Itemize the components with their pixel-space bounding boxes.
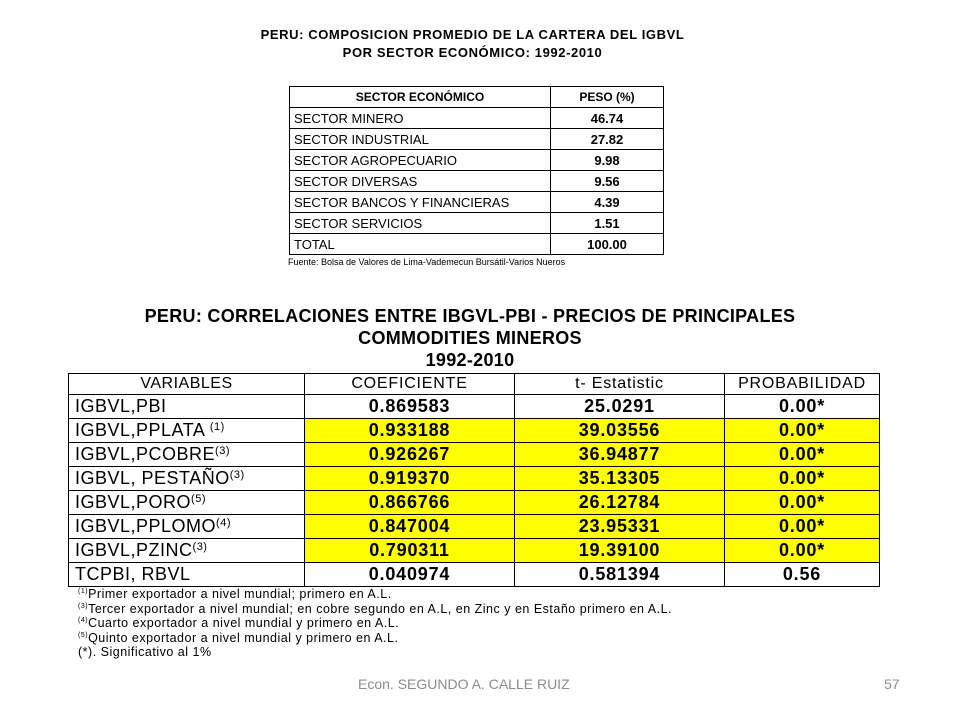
peso-cell: 1.51	[551, 213, 664, 234]
footnote	[78, 587, 672, 602]
footnote-text: Quinto exportador a nivel mundial y primero en A.L.	[88, 630, 399, 645]
table1-header-row	[290, 87, 664, 108]
variable-footnote-mark: (5)	[191, 493, 206, 505]
t-statistic-cell: 39.03556	[515, 419, 725, 443]
coeficiente-cell: 0.869583	[305, 395, 515, 419]
t-statistic-cell: 26.12784	[515, 491, 725, 515]
correlation-table	[68, 373, 880, 587]
sector-cell: SECTOR MINERO	[290, 108, 551, 129]
variable-name: IGBVL,PBI	[75, 396, 167, 416]
footnote-mark: (5)	[78, 631, 89, 639]
probabilidad-cell: 0.00*	[725, 539, 880, 563]
table2-title-line3: 1992-2010	[425, 350, 515, 370]
table2-title-line2: COMMODITIES MINEROS	[358, 328, 582, 348]
probabilidad-cell: 0.56	[725, 563, 880, 587]
footnote	[78, 631, 672, 646]
sector-cell: TOTAL	[290, 234, 551, 255]
table-row	[69, 467, 880, 491]
coeficiente-cell: 0.040974	[305, 563, 515, 587]
table2-header-row	[69, 374, 880, 395]
table-row	[69, 419, 880, 443]
header-probabilidad: PROBABILIDAD	[725, 374, 880, 395]
footnote	[78, 602, 672, 617]
probabilidad-cell: 0.00*	[725, 491, 880, 515]
sector-composition-table	[289, 86, 664, 255]
footnote-text: Tercer exportador a nivel mundial; en cobre segundo en A.L, en Zinc y en Estaño primero en A.L.	[88, 601, 672, 616]
peso-cell: 9.56	[551, 171, 664, 192]
table-row	[290, 192, 664, 213]
variable-name: IGBVL,PPLOMO	[75, 516, 217, 536]
variable-cell	[69, 467, 305, 491]
variable-name: TCPBI, RBVL	[75, 564, 191, 584]
variable-cell	[69, 395, 305, 419]
variable-footnote-mark: (4)	[216, 517, 231, 529]
variable-name: IGBVL,PZINC	[75, 540, 193, 560]
footnote-mark: (1)	[78, 588, 89, 595]
variable-footnote-mark: (1)	[209, 421, 225, 433]
probabilidad-cell: 0.00*	[725, 515, 880, 539]
table2-title-line1: PERU: CORRELACIONES ENTRE IBGVL-PBI - PRECIOS DE PRINCIPALES	[144, 306, 796, 326]
table-row	[69, 491, 880, 515]
variable-cell	[69, 539, 305, 563]
probabilidad-cell: 0.00*	[725, 419, 880, 443]
footnote-mark: (4)	[78, 617, 89, 624]
footnote-text: (*). Significativo al 1%	[78, 645, 212, 659]
table-row	[69, 563, 880, 587]
variable-cell	[69, 491, 305, 515]
peso-cell: 46.74	[551, 108, 664, 129]
sector-cell: SECTOR SERVICIOS	[290, 213, 551, 234]
table2-title	[90, 305, 850, 371]
table-row	[290, 129, 664, 150]
variable-cell	[69, 443, 305, 467]
t-statistic-cell: 23.95331	[515, 515, 725, 539]
coeficiente-cell: 0.926267	[305, 443, 515, 467]
footnotes	[78, 587, 672, 660]
probabilidad-cell: 0.00*	[725, 395, 880, 419]
table1-title-line1: PERU: COMPOSICION PROMEDIO DE LA CARTERA DEL IGBVL	[260, 27, 685, 42]
footnote-text: Primer exportador a nivel mundial; primero en A.L.	[88, 587, 392, 601]
table-row	[290, 150, 664, 171]
peso-cell: 9.98	[551, 150, 664, 171]
variable-name: IGBVL,PPLATA	[75, 420, 210, 440]
variable-footnote-mark: (3)	[192, 541, 208, 553]
table-row	[69, 515, 880, 539]
table-row	[69, 443, 880, 467]
footnote-mark: (3)	[78, 602, 89, 610]
variable-cell	[69, 419, 305, 443]
table1-source: Fuente: Bolsa de Valores de Lima-Vademecun Bursátil-Varios Nueros	[288, 257, 566, 267]
variable-cell	[69, 563, 305, 587]
table-row-total	[290, 234, 664, 255]
t-statistic-cell: 19.39100	[515, 539, 725, 563]
coeficiente-cell: 0.847004	[305, 515, 515, 539]
footer-author: Econ. SEGUNDO A. CALLE RUIZ	[358, 676, 570, 692]
table-row	[69, 539, 880, 563]
header-t-statistic: t- Estatistic	[515, 374, 725, 395]
table1-title	[200, 26, 745, 62]
variable-name: IGBVL,PORO	[75, 492, 192, 512]
coeficiente-cell: 0.933188	[305, 419, 515, 443]
footnote	[78, 645, 672, 660]
variable-name: IGBVL,PCOBRE	[75, 444, 216, 464]
table-row	[290, 213, 664, 234]
probabilidad-cell: 0.00*	[725, 467, 880, 491]
header-variables: VARIABLES	[69, 374, 305, 395]
sector-cell: SECTOR AGROPECUARIO	[290, 150, 551, 171]
coeficiente-cell: 0.919370	[305, 467, 515, 491]
t-statistic-cell: 0.581394	[515, 563, 725, 587]
probabilidad-cell: 0.00*	[725, 443, 880, 467]
variable-footnote-mark: (3)	[229, 469, 245, 481]
header-sector: SECTOR ECONÓMICO	[290, 87, 551, 108]
peso-cell: 27.82	[551, 129, 664, 150]
footnote-text: Cuarto exportador a nivel mundial y primero en A.L.	[88, 616, 400, 630]
footnote	[78, 616, 672, 631]
coeficiente-cell: 0.866766	[305, 491, 515, 515]
variable-footnote-mark: (3)	[215, 445, 230, 457]
coeficiente-cell: 0.790311	[305, 539, 515, 563]
table1-title-line2: POR SECTOR ECONÓMICO: 1992-2010	[342, 45, 603, 60]
header-coeficiente: COEFICIENTE	[305, 374, 515, 395]
sector-cell: SECTOR BANCOS Y FINANCIERAS	[290, 192, 551, 213]
page-number: 57	[884, 676, 900, 692]
peso-cell: 4.39	[551, 192, 664, 213]
table-row	[290, 171, 664, 192]
header-peso: PESO (%)	[551, 87, 664, 108]
variable-name: IGBVL, PESTAÑO	[75, 468, 230, 488]
table-row	[69, 395, 880, 419]
sector-cell: SECTOR DIVERSAS	[290, 171, 551, 192]
variable-cell	[69, 515, 305, 539]
t-statistic-cell: 25.0291	[515, 395, 725, 419]
t-statistic-cell: 35.13305	[515, 467, 725, 491]
t-statistic-cell: 36.94877	[515, 443, 725, 467]
sector-cell: SECTOR INDUSTRIAL	[290, 129, 551, 150]
peso-cell: 100.00	[551, 234, 664, 255]
table-row	[290, 108, 664, 129]
